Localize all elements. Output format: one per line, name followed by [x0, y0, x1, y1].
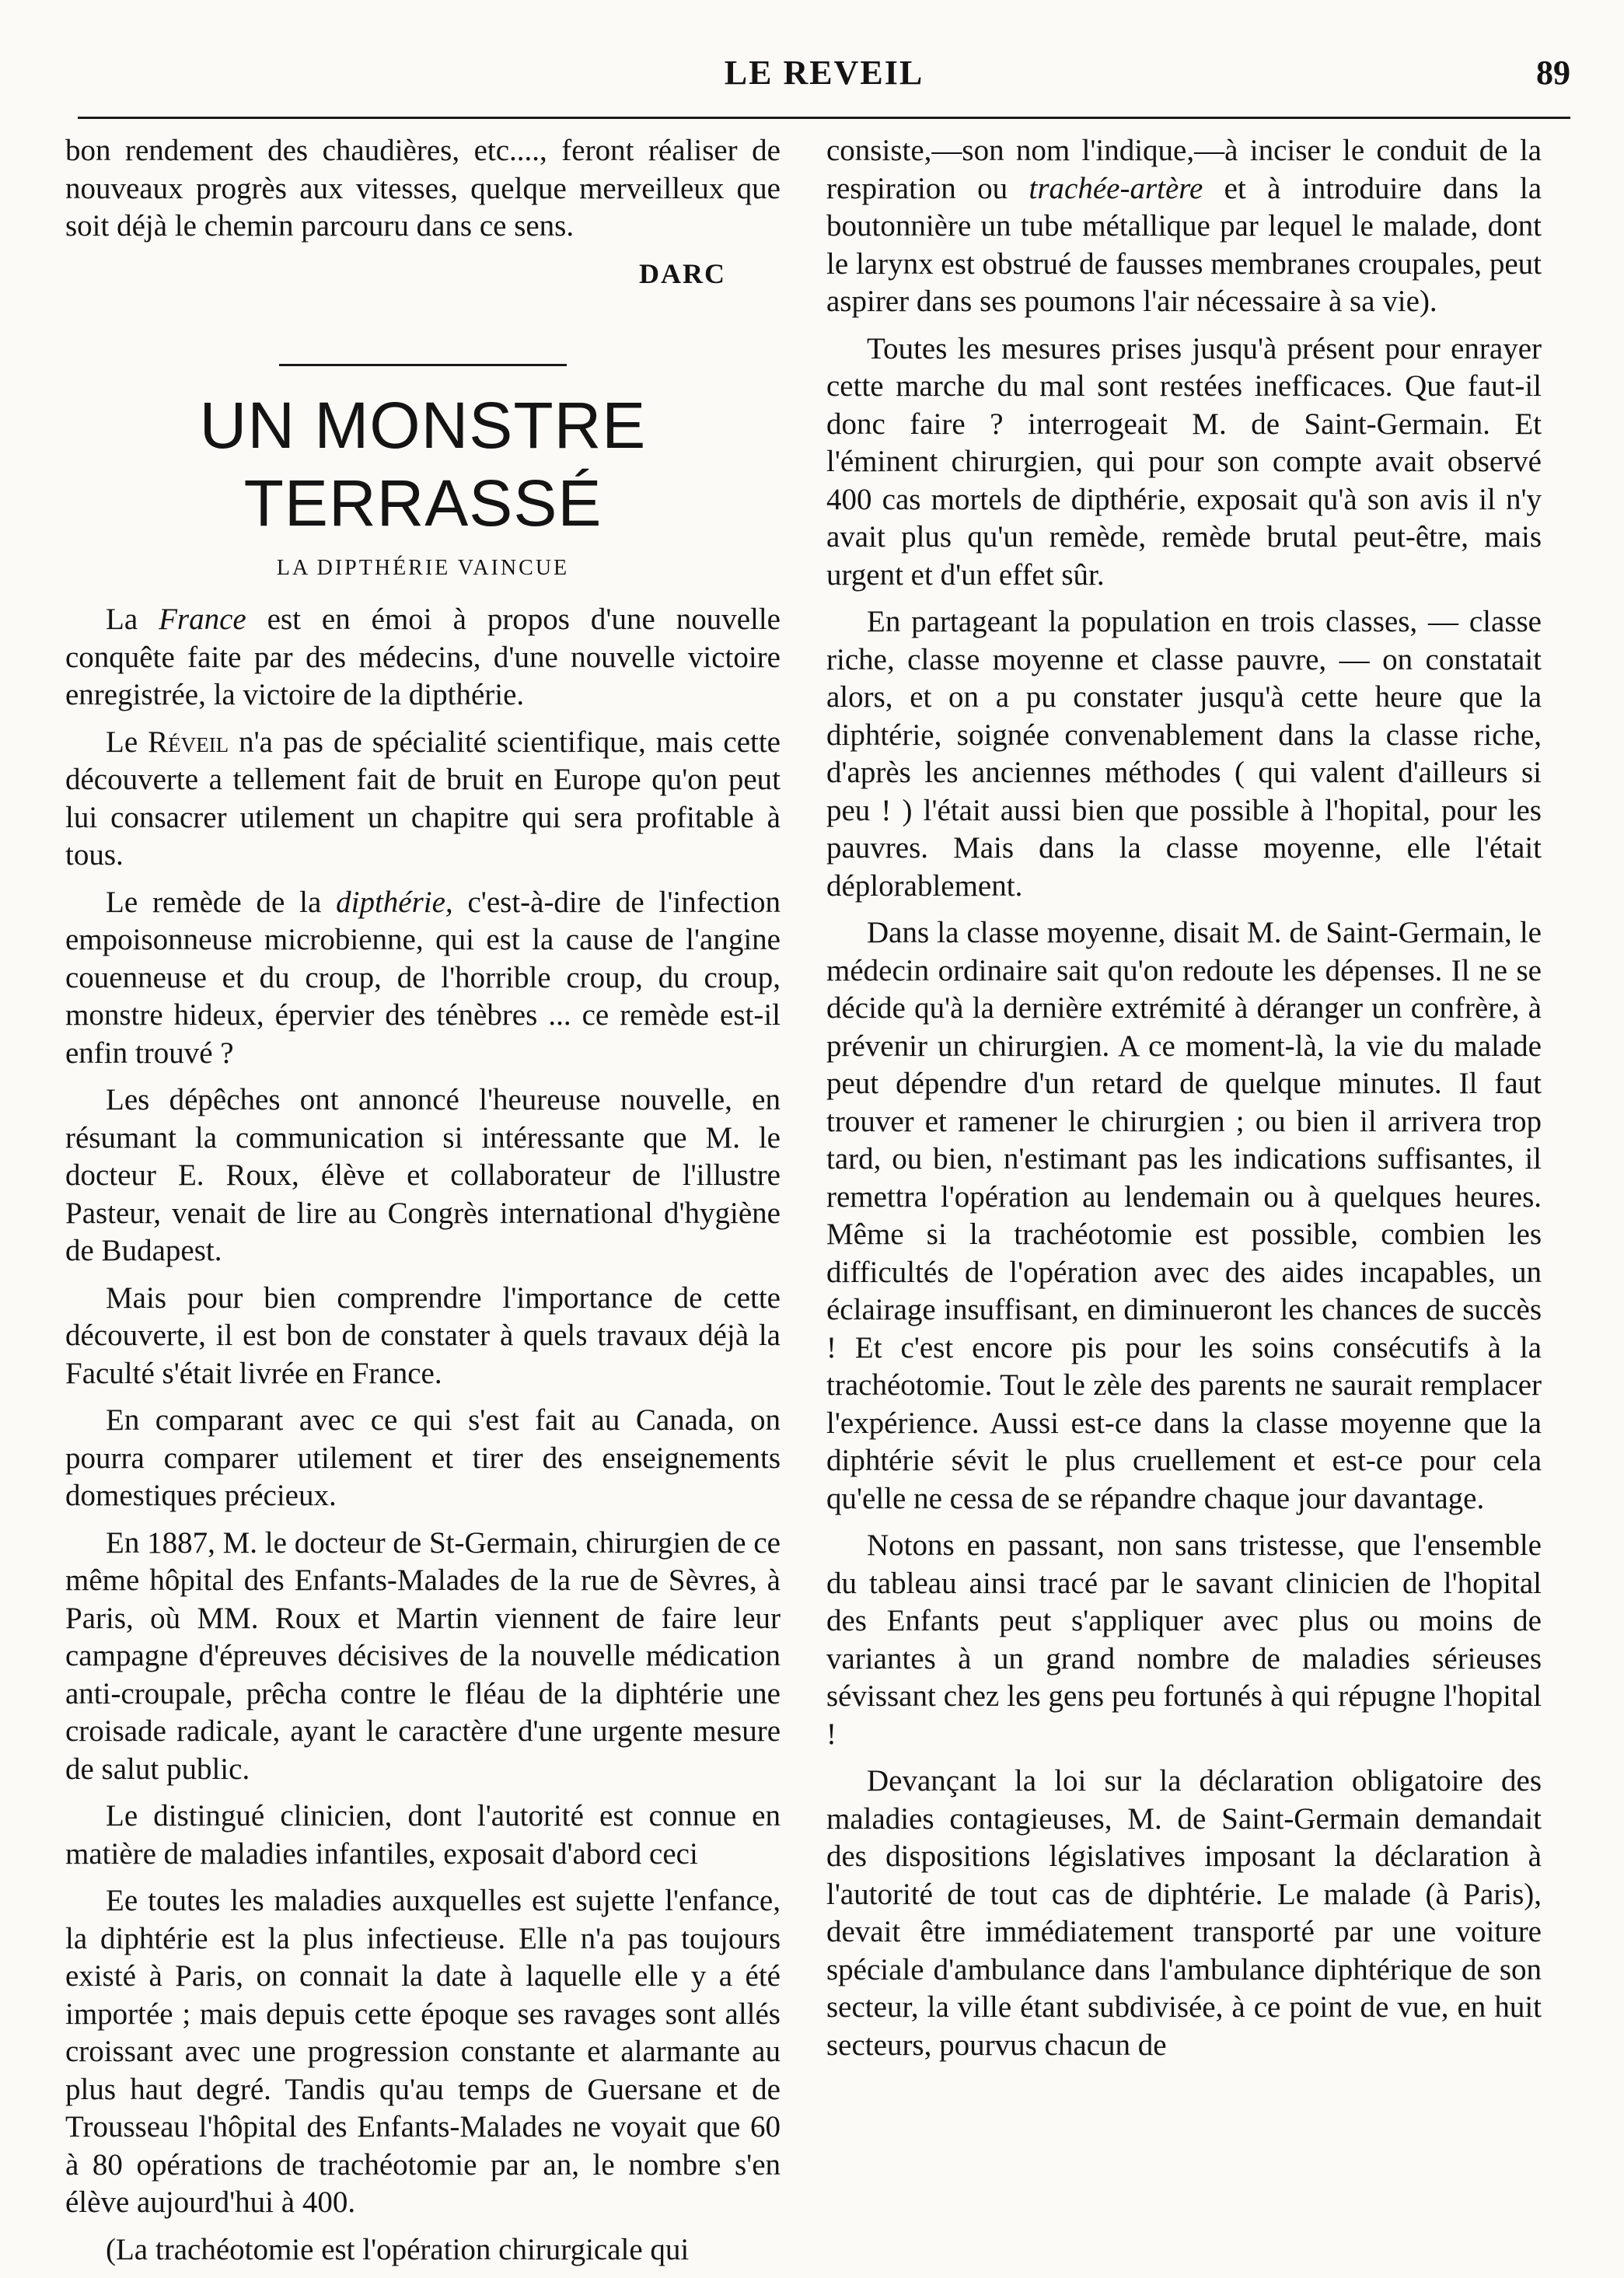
paragraph: Le distingué clinicien, dont l'autorité est connue en matière de maladies infantiles, exposait d'abord ceci — [65, 1799, 781, 1871]
left-column — [65, 132, 781, 2278]
article-subtitle: LA DIPTHÉRIE VAINCUE — [276, 556, 570, 580]
smallcaps-text: Réveil — [148, 725, 229, 759]
italic-text: France — [159, 603, 246, 636]
italic-text: dipthérie, — [336, 885, 453, 919]
text-run: La — [106, 603, 159, 636]
text-run: c'est-à-dire de l'infection empoisonneuse microbienne, qui est la cause de l'angine couenneuse et du croup, de l'horrible croup, du croup, monstre hideux, épervier des ténèbres ... ce remède est-il enfin trouvé ? — [65, 885, 781, 1070]
journal-title: LE REVEIL — [724, 54, 924, 92]
paragraph: En comparant avec ce qui s'est fait au Canada, on pourra comparer utilement et tirer des enseignements domestiques précieux. — [65, 1403, 781, 1512]
paragraph: Les dépêches ont annoncé l'heureuse nouvelle, en résumant la communication si intéressante que M. le docteur E. Roux, élève et collaborateur de l'illustre Pasteur, venait de lire au Congrès international d'hygiène de Budapest. — [65, 1083, 781, 1267]
paragraph: Toutes les mesures prises jusqu'à présent pour enrayer cette marche du mal sont restées inefficaces. Que faut-il donc faire ? interrogeait M. de Saint-Germain. Et l'éminent chirurgien, qui pour son compte avait observé 400 cas mortels de dipthérie, exposait qu'à son avis il n'y avait plus qu'un remède, remède brutal peut-être, mais urgent et d'un effet sûr. — [826, 331, 1542, 592]
paragraph: Dans la classe moyenne, disait M. de Saint-Germain, le médecin ordinaire sait qu'on redoute les dépenses. Il ne se décide qu'à la dernière extrémité à déranger un confrère, à prévenir un chirurgien. A ce moment-là, la vie du malade peut dépendre d'un retard de quelque minutes. Il faut trouver et ramener le chirurgien ; ou bien il arrivera trop tard, ou bien, n'estimant pas les indications suffisantes, il remettra l'opération au lendemain ou à quelques heures. Même si la trachéotomie est possible, combien les difficultés de l'opération avec des aides incapables, un éclairage insuffisant, en diminueront les chances de succès ! Et c'est encore pis pour les soins consécutifs à la trachéotomie. Tout le zèle des parents ne saurait remplacer l'expérience. Aussi est-ce dans la classe moyenne que la diphtérie sévit le plus cruellement et est-ce pour cela qu'elle ne cessa de se répandre chaque jour davantage. — [826, 916, 1542, 1515]
running-head — [78, 53, 1570, 100]
text-run: et à introduire dans la boutonnière un tube métallique par lequel le malade, dont le larynx est obstrué de fausses membranes croupales, peut aspirer dans ses poumons l'air nécessaire à sa vie). — [826, 171, 1542, 318]
paragraph: Notons en passant, non sans tristesse, que l'ensemble du tableau ainsi tracé par le savant clinicien de l'hopital des Enfants peut s'appliquer avec plus ou moins de variantes à un grand nombre de maladies sérieuses sévissant chez les gens peu fortunés à qui répugne l'hopital ! — [826, 1529, 1542, 1751]
page-number: 89 — [1536, 54, 1570, 92]
paragraph: Ee toutes les maladies auxquelles est sujette l'enfance, la diphtérie est la plus infectieuse. Elle n'a pas toujours existé à Paris, on connait la date à laquelle elle y a été importée ; mais depuis cette époque ses ravages sont allés croissant avec une progression constante et alarmante au plus haut degré. Tandis qu'au temps de Guersane et de Trousseau l'hôpital des Enfants-Malades ne voyait que 60 à 80 opérations de trachéotomie par an, le nombre s'en élève aujourd'hui à 400. — [65, 1884, 781, 2219]
paragraph — [826, 132, 1542, 321]
article-signature: DARC — [639, 257, 726, 289]
paragraph: Devançant la loi sur la déclaration obligatoire des maladies contagieuses, M. de Saint-Germain demandait des dispositions législatives imposant la déclaration à l'autorité de tout cas de diphtérie. Le malade (à Paris), devait être immédiatement transporté par une voiture spéciale d'ambulance dans l'ambulance diphtérique de son secteur, la ville étant subdivisée, à ce point de vue, en huit secteurs, pourvus chacun de — [826, 1764, 1542, 2062]
text-run: est en émoi à propos d'une nouvelle conquête faite par des médecins, d'une nouvelle victoire enregistrée, la victoire de la dipthérie. — [65, 603, 781, 711]
paragraph: (La trachéotomie est l'opération chirurgicale qui — [106, 2232, 690, 2266]
paragraph: En partageant la population en trois classes, — classe riche, classe moyenne et classe pauvre, — on constatait alors, et on a pu constater jusqu'à cette heure que la diphtérie, soignée convenablement dans la classe riche, d'après les anciennes méthodes ( qui valent d'ailleurs si peu ! ) l'était aussi bien que possible à l'hopital, pour les pauvres. Mais dans la classe moyenne, elle l'était déplorablement. — [826, 605, 1542, 903]
paragraph — [65, 884, 781, 1073]
text-run: n'a pas de spécialité scientifique, mais cette découverte a tellement fait de bruit en Europe qu'on peut lui consacrer utilement un chapitre qui sera profitable à tous. — [65, 725, 781, 872]
paragraph: En 1887, M. le docteur de St-Germain, chirurgien de ce même hôpital des Enfants-Malades de la rue de Sèvres, à Paris, où MM. Roux et Martin viennent de faire leur campagne d'épreuves décisives de la nouvelle médication anti-croupale, prêcha contre le fléau de la diphtérie une croisade radicale, ayant le caractère d'une urgente mesure de salut public. — [65, 1525, 781, 1786]
right-column — [826, 132, 1542, 2074]
italic-text: trachée-artère — [1029, 171, 1203, 205]
paragraph — [65, 724, 781, 875]
article-title: UN MONSTRE TERRASSÉ — [199, 389, 647, 540]
paragraph — [65, 601, 781, 714]
text-run: Le remède de la — [106, 885, 337, 919]
header-rule — [78, 117, 1570, 119]
carryover-paragraph: bon rendement des chaudières, etc...., feront réaliser de nouveaux progrès aux vitesses, quelque merveilleux que soit déjà le chemin parcouru dans ce sens. — [65, 134, 781, 243]
section-divider — [279, 364, 567, 366]
text-run: consiste,—son nom l'indique,—à inciser le conduit de la respiration ou — [826, 134, 1542, 205]
paragraph: Mais pour bien comprendre l'importance de cette découverte, il est bon de constater à quels travaux déjà la Faculté s'était livrée en France. — [65, 1281, 781, 1390]
text-run: Le — [106, 725, 148, 759]
